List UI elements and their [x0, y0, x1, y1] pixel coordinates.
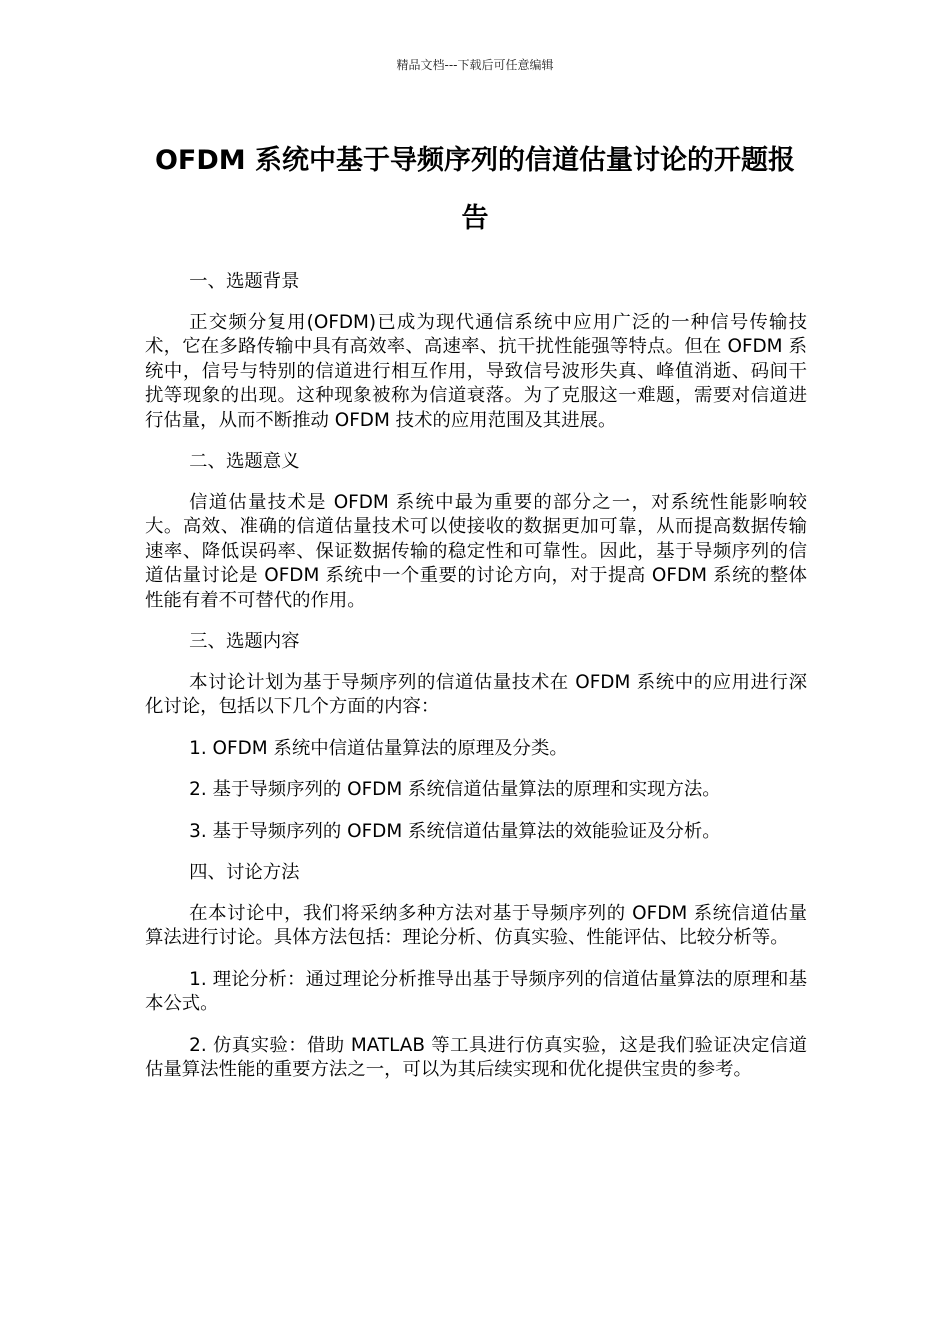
list-item-method-1: 1. 理论分析：通过理论分析推导出基于导频序列的信道估量算法的原理和基本公式。: [145, 968, 807, 1014]
header-note: 精品文档---下载后可任意编辑: [396, 58, 554, 72]
document-title: OFDM 系统中基于导频序列的信道估量讨论的开题报告: [154, 145, 796, 234]
document-body: [145, 270, 807, 1100]
paragraph-significance: 信道估量技术是 OFDM 系统中最为重要的部分之一，对系统性能影响较大。高效、准确的信道估量技术可以使接收的数据更加可靠，从而提高数据传输速率、降低误码率、保证数据传输的稳定性和可靠性。因此，基于导频序列的信道估量讨论是 OFDM 系统中一个重要的讨论方向，对于提高 OFDM 系统的整体性能有着不可替代的作用。: [145, 491, 807, 611]
section-heading-content: 三、选题内容: [189, 631, 300, 652]
section-heading-significance: 二、选题意义: [189, 451, 300, 472]
paragraph-methods: 在本讨论中，我们将采纳多种方法对基于导频序列的 OFDM 系统信道估量算法进行讨论。具体方法包括：理论分析、仿真实验、性能评估、比较分析等。: [145, 902, 807, 948]
paragraph-content-intro: 本讨论计划为基于导频序列的信道估量技术在 OFDM 系统中的应用进行深化讨论，包括以下几个方面的内容：: [145, 671, 807, 717]
section-heading-background: 一、选题背景: [189, 271, 300, 292]
list-item-content-2: 2. 基于导频序列的 OFDM 系统信道估量算法的原理和实现方法。: [189, 779, 721, 800]
section-heading-methods: 四、讨论方法: [189, 862, 300, 883]
paragraph-background: 正交频分复用(OFDM)已成为现代通信系统中应用广泛的一种信号传输技术，它在多路传输中具有高效率、高速率、抗干扰性能强等特点。但在 OFDM 系统中，信号与特别的信道进行相互作用，导致信号波形失真、峰值消逝、码间干扰等现象的出现。这种现象被称为信道衰落。为了克服这一难题，需要对信道进行估量，从而不断推动 OFDM 技术的应用范围及其进展。: [145, 311, 807, 431]
list-item-method-2: 2. 仿真实验：借助 MATLAB 等工具进行仿真实验，这是我们验证决定信道估量算法性能的重要方法之一，可以为其后续实现和优化提供宝贵的参考。: [145, 1034, 807, 1080]
list-item-content-1: 1. OFDM 系统中信道估量算法的原理及分类。: [189, 737, 568, 759]
list-item-content-3: 3. 基于导频序列的 OFDM 系统信道估量算法的效能验证及分析。: [189, 820, 721, 842]
